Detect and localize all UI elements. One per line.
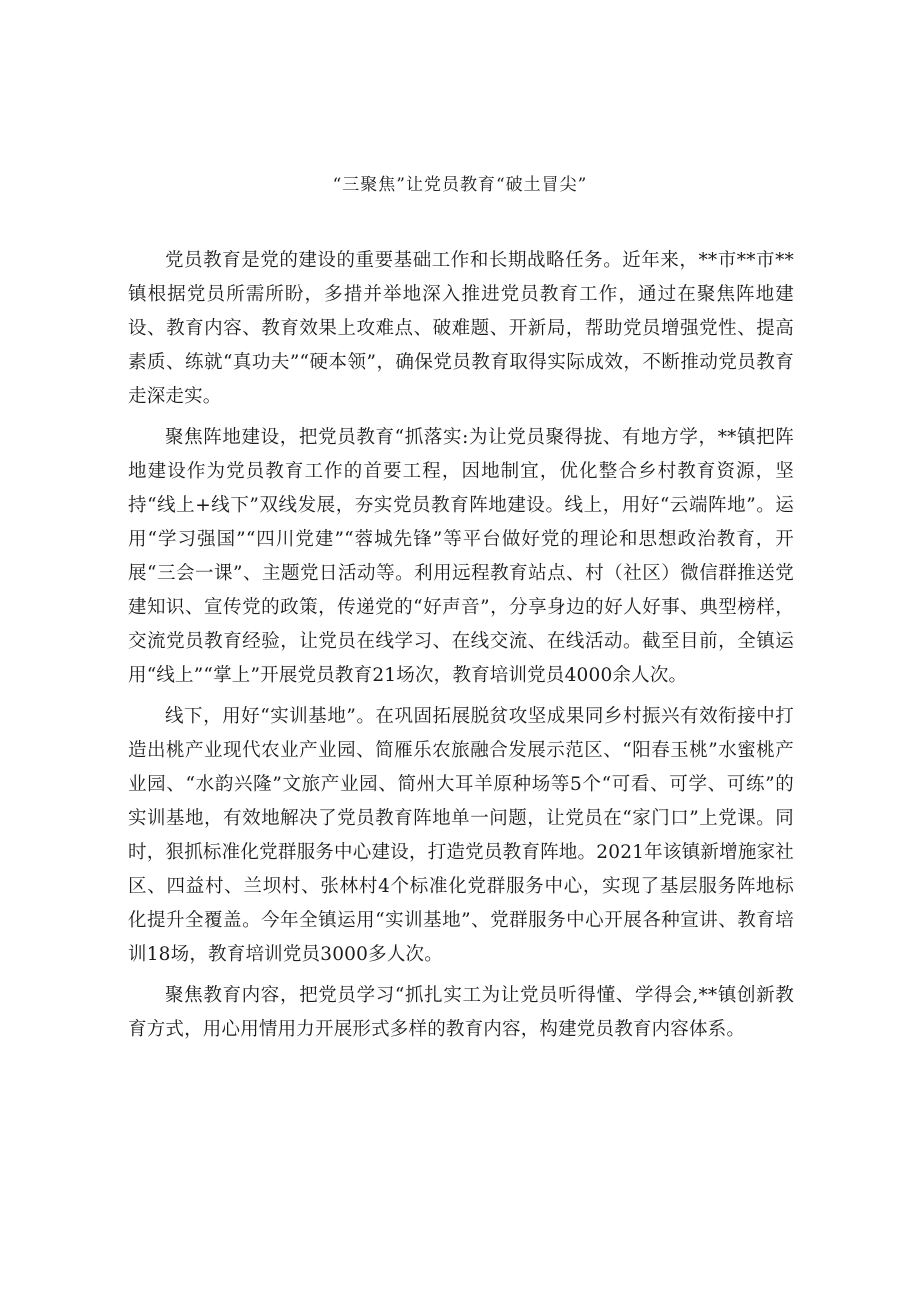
paragraph-training-base: 线下，用好“实训基地”。在巩固拓展脱贫攻坚成果同乡村振兴有效衔接中打造出桃产业现代农业产业园、简雁乐农旅融合发展示范区、“阳春玉桃”水蜜桃产业园、“水韵兴隆”文旅产业园、简州大耳羊原种场等5个“可看、可学、可练”的实训基地，有效地解决了党员教育阵地单一问题，让党员在“家门口”上党课。同时，狠抓标准化党群服务中心建设，打造党员教育阵地。2021年该镇新增施家社区、四益村、兰坝村、张林村4个标准化党群服务中心，实现了基层服务阵地标化提升全覆盖。今年全镇运用“实训基地”、党群服务中心开展各种宣讲、教育培训18场，教育培训党员3000多人次。 xyxy=(128,706,794,965)
paragraph-intro: 党员教育是党的建设的重要基础工作和长期战略任务。近年来，**市**市**镇根据党员所需所盼，多措并举地深入推进党员教育工作，通过在聚焦阵地建设、教育内容、教育效果上攻难点、破难题、开新局，帮助党员增强党性、提高素质、练就“真功夫”“硬本领”，确保党员教育取得实际成效，不断推动党员教育走深走实。 xyxy=(128,250,794,407)
document-title: “三聚焦”让党员教育“破土冒尖” xyxy=(332,175,588,195)
paragraph-position-building: 聚焦阵地建设，把党员教育“抓落实:为让党员聚得拢、有地方学，**镇把阵地建设作为党员教育工作的首要工程，因地制宜，优化整合乡村教育资源，坚持“线上+线下”双线发展，夯实党员教育阵地建设。线上，用好“云端阵地”。运用“学习强国”“四川党建”“蓉城先锋”等平台做好党的理论和思想政治教育，开展“三会一课”、主题党日活动等。利用远程教育站点、村（社区）微信群推送党建知识、宣传党的政策，传递党的“好声音”，分享身边的好人好事、典型榜样，交流党员教育经验，让党员在线学习、在线交流、在线活动。截至目前，全镇运用“线上”“掌上”开展党员教育21场次，教育培训党员4000余人次。 xyxy=(128,427,794,686)
document-body xyxy=(128,244,794,1054)
paragraph-education-content: 聚焦教育内容，把党员学习“抓扎实工为让党员听得懂、学得会,**镇创新教育方式，用心用情用力开展形式多样的教育内容，构建党员教育内容体系。 xyxy=(128,985,794,1040)
